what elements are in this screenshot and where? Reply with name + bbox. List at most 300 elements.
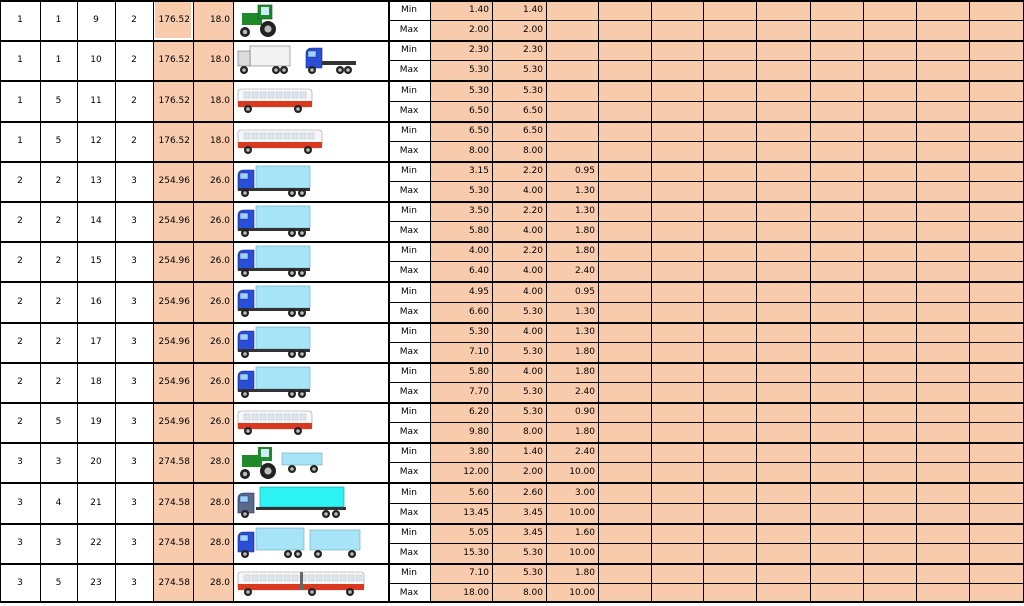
weight-value[interactable]: 254.96 <box>153 402 193 442</box>
empty-cell[interactable] <box>863 563 916 583</box>
empty-cell[interactable] <box>598 0 651 20</box>
max-label[interactable]: Max <box>388 141 430 161</box>
weight-value[interactable]: 274.58 <box>153 442 193 482</box>
max-label[interactable]: Max <box>388 221 430 241</box>
vehicle-id[interactable]: 11 <box>77 80 115 121</box>
axle-count[interactable]: 3 <box>115 402 153 442</box>
min-value-1[interactable]: 5.30 <box>430 80 492 101</box>
empty-cell[interactable] <box>863 422 916 442</box>
empty-cell[interactable] <box>863 141 916 161</box>
min-value-3[interactable]: 1.30 <box>546 322 598 342</box>
empty-cell[interactable] <box>916 563 969 583</box>
empty-cell[interactable] <box>651 181 703 201</box>
empty-cell[interactable] <box>651 40 703 60</box>
empty-cell[interactable] <box>598 523 651 543</box>
axle-count[interactable]: 2 <box>115 121 153 161</box>
empty-cell[interactable] <box>703 422 756 442</box>
max-label[interactable]: Max <box>388 101 430 121</box>
empty-cell[interactable] <box>756 241 810 261</box>
min-value-1[interactable]: 7.10 <box>430 563 492 583</box>
group-col-a[interactable]: 3 <box>0 442 40 482</box>
max-value-3[interactable]: 10.00 <box>546 462 598 482</box>
min-value-3[interactable]: 1.80 <box>546 362 598 382</box>
empty-cell[interactable] <box>969 141 1024 161</box>
empty-cell[interactable] <box>810 161 863 181</box>
group-col-b[interactable]: 2 <box>40 362 77 402</box>
empty-cell[interactable] <box>969 161 1024 181</box>
weight-value[interactable]: 274.58 <box>153 563 193 603</box>
empty-cell[interactable] <box>598 121 651 141</box>
empty-cell[interactable] <box>703 60 756 80</box>
empty-cell[interactable] <box>756 201 810 221</box>
group-col-a[interactable]: 2 <box>0 281 40 322</box>
group-col-a[interactable]: 2 <box>0 402 40 442</box>
empty-cell[interactable] <box>651 503 703 523</box>
max-value-3[interactable]: 1.80 <box>546 342 598 362</box>
empty-cell[interactable] <box>810 422 863 442</box>
empty-cell[interactable] <box>916 20 969 40</box>
min-label[interactable]: Min <box>388 40 430 60</box>
max-value-1[interactable]: 2.00 <box>430 20 492 40</box>
empty-cell[interactable] <box>703 221 756 241</box>
empty-cell[interactable] <box>598 362 651 382</box>
vehicle-id[interactable]: 17 <box>77 322 115 362</box>
max-value-3[interactable]: 1.30 <box>546 181 598 201</box>
empty-cell[interactable] <box>651 563 703 583</box>
empty-cell[interactable] <box>703 80 756 101</box>
max-value-3[interactable] <box>546 101 598 121</box>
empty-cell[interactable] <box>969 543 1024 563</box>
empty-cell[interactable] <box>651 261 703 281</box>
empty-cell[interactable] <box>810 462 863 482</box>
empty-cell[interactable] <box>969 201 1024 221</box>
min-value-3[interactable] <box>546 121 598 141</box>
group-col-b[interactable]: 2 <box>40 281 77 322</box>
empty-cell[interactable] <box>598 503 651 523</box>
empty-cell[interactable] <box>969 60 1024 80</box>
min-label[interactable]: Min <box>388 322 430 342</box>
max-value-1[interactable]: 13.45 <box>430 503 492 523</box>
max-value-2[interactable]: 5.30 <box>492 60 546 80</box>
empty-cell[interactable] <box>756 322 810 342</box>
min-value-3[interactable]: 0.95 <box>546 281 598 302</box>
empty-cell[interactable] <box>703 201 756 221</box>
max-value-2[interactable]: 6.50 <box>492 101 546 121</box>
max-value-3[interactable]: 10.00 <box>546 543 598 563</box>
empty-cell[interactable] <box>969 101 1024 121</box>
empty-cell[interactable] <box>916 221 969 241</box>
min-value-2[interactable]: 2.60 <box>492 482 546 503</box>
tonnage-value[interactable]: 28.0 <box>193 523 233 563</box>
min-value-3[interactable]: 0.90 <box>546 402 598 422</box>
empty-cell[interactable] <box>916 281 969 302</box>
max-value-2[interactable]: 2.00 <box>492 462 546 482</box>
group-col-b[interactable]: 2 <box>40 201 77 241</box>
empty-cell[interactable] <box>598 20 651 40</box>
empty-cell[interactable] <box>756 221 810 241</box>
empty-cell[interactable] <box>598 141 651 161</box>
empty-cell[interactable] <box>703 583 756 603</box>
min-value-2[interactable]: 6.50 <box>492 121 546 141</box>
empty-cell[interactable] <box>651 141 703 161</box>
min-label[interactable]: Min <box>388 523 430 543</box>
empty-cell[interactable] <box>810 221 863 241</box>
empty-cell[interactable] <box>810 0 863 20</box>
empty-cell[interactable] <box>598 161 651 181</box>
empty-cell[interactable] <box>810 302 863 322</box>
min-value-2[interactable]: 1.40 <box>492 0 546 20</box>
group-col-b[interactable]: 5 <box>40 80 77 121</box>
vehicle-id[interactable]: 16 <box>77 281 115 322</box>
max-label[interactable]: Max <box>388 422 430 442</box>
empty-cell[interactable] <box>810 121 863 141</box>
max-value-3[interactable]: 10.00 <box>546 583 598 603</box>
max-value-2[interactable]: 3.45 <box>492 503 546 523</box>
axle-count[interactable]: 3 <box>115 241 153 281</box>
empty-cell[interactable] <box>598 342 651 362</box>
group-col-a[interactable]: 3 <box>0 563 40 603</box>
empty-cell[interactable] <box>651 0 703 20</box>
axle-count[interactable]: 3 <box>115 563 153 603</box>
empty-cell[interactable] <box>969 503 1024 523</box>
empty-cell[interactable] <box>703 382 756 402</box>
max-label[interactable]: Max <box>388 462 430 482</box>
empty-cell[interactable] <box>598 442 651 462</box>
weight-value[interactable]: 176.52 <box>153 121 193 161</box>
group-col-a[interactable]: 2 <box>0 322 40 362</box>
min-label[interactable]: Min <box>388 563 430 583</box>
min-value-3[interactable]: 2.40 <box>546 442 598 462</box>
empty-cell[interactable] <box>598 201 651 221</box>
empty-cell[interactable] <box>598 80 651 101</box>
axle-count[interactable]: 2 <box>115 0 153 40</box>
min-value-2[interactable]: 1.40 <box>492 442 546 462</box>
min-value-2[interactable]: 2.30 <box>492 40 546 60</box>
min-value-2[interactable]: 5.30 <box>492 80 546 101</box>
min-value-2[interactable]: 4.00 <box>492 281 546 302</box>
empty-cell[interactable] <box>969 462 1024 482</box>
empty-cell[interactable] <box>756 261 810 281</box>
weight-value[interactable]: 176.52 <box>153 80 193 121</box>
min-value-1[interactable]: 5.05 <box>430 523 492 543</box>
vehicle-id[interactable]: 19 <box>77 402 115 442</box>
max-value-1[interactable]: 18.00 <box>430 583 492 603</box>
empty-cell[interactable] <box>598 40 651 60</box>
empty-cell[interactable] <box>916 201 969 221</box>
min-label[interactable]: Min <box>388 281 430 302</box>
tonnage-value[interactable]: 26.0 <box>193 362 233 402</box>
empty-cell[interactable] <box>969 583 1024 603</box>
empty-cell[interactable] <box>810 563 863 583</box>
min-value-3[interactable] <box>546 40 598 60</box>
empty-cell[interactable] <box>756 281 810 302</box>
max-label[interactable]: Max <box>388 382 430 402</box>
empty-cell[interactable] <box>810 181 863 201</box>
max-value-3[interactable]: 2.40 <box>546 261 598 281</box>
max-value-2[interactable]: 4.00 <box>492 181 546 201</box>
empty-cell[interactable] <box>969 20 1024 40</box>
min-value-1[interactable]: 3.15 <box>430 161 492 181</box>
group-col-b[interactable]: 3 <box>40 442 77 482</box>
empty-cell[interactable] <box>863 322 916 342</box>
empty-cell[interactable] <box>598 181 651 201</box>
max-value-1[interactable]: 15.30 <box>430 543 492 563</box>
empty-cell[interactable] <box>810 523 863 543</box>
min-label[interactable]: Min <box>388 80 430 101</box>
empty-cell[interactable] <box>756 362 810 382</box>
empty-cell[interactable] <box>598 261 651 281</box>
empty-cell[interactable] <box>651 20 703 40</box>
empty-cell[interactable] <box>703 141 756 161</box>
min-label[interactable]: Min <box>388 442 430 462</box>
empty-cell[interactable] <box>810 362 863 382</box>
empty-cell[interactable] <box>703 503 756 523</box>
empty-cell[interactable] <box>810 342 863 362</box>
empty-cell[interactable] <box>756 523 810 543</box>
max-label[interactable]: Max <box>388 342 430 362</box>
empty-cell[interactable] <box>703 362 756 382</box>
axle-count[interactable]: 3 <box>115 281 153 322</box>
empty-cell[interactable] <box>810 20 863 40</box>
group-col-b[interactable]: 2 <box>40 241 77 281</box>
empty-cell[interactable] <box>756 442 810 462</box>
empty-cell[interactable] <box>756 80 810 101</box>
max-value-1[interactable]: 7.10 <box>430 342 492 362</box>
empty-cell[interactable] <box>598 60 651 80</box>
empty-cell[interactable] <box>969 302 1024 322</box>
group-col-b[interactable]: 4 <box>40 482 77 523</box>
max-value-1[interactable]: 6.60 <box>430 302 492 322</box>
empty-cell[interactable] <box>969 482 1024 503</box>
empty-cell[interactable] <box>916 101 969 121</box>
empty-cell[interactable] <box>863 302 916 322</box>
empty-cell[interactable] <box>916 583 969 603</box>
empty-cell[interactable] <box>651 462 703 482</box>
min-value-2[interactable]: 2.20 <box>492 241 546 261</box>
vehicle-id[interactable]: 13 <box>77 161 115 201</box>
empty-cell[interactable] <box>969 181 1024 201</box>
empty-cell[interactable] <box>969 402 1024 422</box>
empty-cell[interactable] <box>810 201 863 221</box>
group-col-a[interactable]: 1 <box>0 121 40 161</box>
max-value-2[interactable]: 8.00 <box>492 422 546 442</box>
max-value-3[interactable] <box>546 20 598 40</box>
vehicle-id[interactable]: 21 <box>77 482 115 523</box>
empty-cell[interactable] <box>651 121 703 141</box>
empty-cell[interactable] <box>651 60 703 80</box>
empty-cell[interactable] <box>756 0 810 20</box>
empty-cell[interactable] <box>916 161 969 181</box>
empty-cell[interactable] <box>598 462 651 482</box>
tonnage-value[interactable]: 26.0 <box>193 161 233 201</box>
weight-value[interactable]: 254.96 <box>153 362 193 402</box>
empty-cell[interactable] <box>969 0 1024 20</box>
empty-cell[interactable] <box>916 422 969 442</box>
max-value-3[interactable]: 2.40 <box>546 382 598 402</box>
axle-count[interactable]: 3 <box>115 523 153 563</box>
group-col-b[interactable]: 2 <box>40 322 77 362</box>
empty-cell[interactable] <box>756 422 810 442</box>
empty-cell[interactable] <box>916 402 969 422</box>
empty-cell[interactable] <box>651 80 703 101</box>
empty-cell[interactable] <box>703 482 756 503</box>
empty-cell[interactable] <box>703 261 756 281</box>
group-col-b[interactable]: 1 <box>40 0 77 40</box>
empty-cell[interactable] <box>969 281 1024 302</box>
empty-cell[interactable] <box>810 281 863 302</box>
axle-count[interactable]: 3 <box>115 482 153 523</box>
group-col-b[interactable]: 5 <box>40 402 77 442</box>
empty-cell[interactable] <box>863 40 916 60</box>
empty-cell[interactable] <box>863 60 916 80</box>
empty-cell[interactable] <box>969 221 1024 241</box>
min-value-3[interactable]: 0.95 <box>546 161 598 181</box>
empty-cell[interactable] <box>969 342 1024 362</box>
max-value-2[interactable]: 5.30 <box>492 543 546 563</box>
vehicle-id[interactable]: 9 <box>77 0 115 40</box>
max-value-1[interactable]: 8.00 <box>430 141 492 161</box>
empty-cell[interactable] <box>810 442 863 462</box>
empty-cell[interactable] <box>969 362 1024 382</box>
min-value-1[interactable]: 1.40 <box>430 0 492 20</box>
empty-cell[interactable] <box>756 382 810 402</box>
empty-cell[interactable] <box>598 543 651 563</box>
min-value-3[interactable] <box>546 80 598 101</box>
empty-cell[interactable] <box>863 20 916 40</box>
empty-cell[interactable] <box>651 402 703 422</box>
empty-cell[interactable] <box>863 281 916 302</box>
empty-cell[interactable] <box>598 281 651 302</box>
min-label[interactable]: Min <box>388 161 430 181</box>
min-value-1[interactable]: 5.80 <box>430 362 492 382</box>
empty-cell[interactable] <box>756 583 810 603</box>
group-col-a[interactable]: 3 <box>0 523 40 563</box>
empty-cell[interactable] <box>916 40 969 60</box>
tonnage-value[interactable]: 26.0 <box>193 201 233 241</box>
vehicle-id[interactable]: 10 <box>77 40 115 80</box>
min-value-2[interactable]: 5.30 <box>492 402 546 422</box>
empty-cell[interactable] <box>810 40 863 60</box>
min-value-3[interactable]: 1.30 <box>546 201 598 221</box>
weight-value[interactable]: 254.96 <box>153 201 193 241</box>
empty-cell[interactable] <box>969 422 1024 442</box>
empty-cell[interactable] <box>703 161 756 181</box>
group-col-a[interactable]: 1 <box>0 80 40 121</box>
vehicle-id[interactable]: 18 <box>77 362 115 402</box>
group-col-b[interactable]: 5 <box>40 563 77 603</box>
empty-cell[interactable] <box>651 302 703 322</box>
empty-cell[interactable] <box>810 322 863 342</box>
empty-cell[interactable] <box>703 523 756 543</box>
min-value-1[interactable]: 6.50 <box>430 121 492 141</box>
empty-cell[interactable] <box>756 563 810 583</box>
empty-cell[interactable] <box>916 141 969 161</box>
min-label[interactable]: Min <box>388 482 430 503</box>
max-label[interactable]: Max <box>388 60 430 80</box>
vehicle-id[interactable]: 23 <box>77 563 115 603</box>
max-label[interactable]: Max <box>388 583 430 603</box>
empty-cell[interactable] <box>916 181 969 201</box>
group-col-b[interactable]: 2 <box>40 161 77 201</box>
min-value-2[interactable]: 2.20 <box>492 201 546 221</box>
empty-cell[interactable] <box>810 60 863 80</box>
empty-cell[interactable] <box>703 462 756 482</box>
vehicle-id[interactable]: 14 <box>77 201 115 241</box>
empty-cell[interactable] <box>969 523 1024 543</box>
empty-cell[interactable] <box>969 382 1024 402</box>
max-value-2[interactable]: 8.00 <box>492 141 546 161</box>
max-value-2[interactable]: 2.00 <box>492 20 546 40</box>
empty-cell[interactable] <box>651 422 703 442</box>
group-col-b[interactable]: 5 <box>40 121 77 161</box>
axle-count[interactable]: 3 <box>115 161 153 201</box>
empty-cell[interactable] <box>916 543 969 563</box>
vehicle-id[interactable]: 20 <box>77 442 115 482</box>
empty-cell[interactable] <box>916 302 969 322</box>
empty-cell[interactable] <box>756 121 810 141</box>
empty-cell[interactable] <box>810 80 863 101</box>
min-value-2[interactable]: 4.00 <box>492 362 546 382</box>
empty-cell[interactable] <box>756 40 810 60</box>
empty-cell[interactable] <box>863 402 916 422</box>
min-value-1[interactable]: 3.80 <box>430 442 492 462</box>
empty-cell[interactable] <box>810 583 863 603</box>
empty-cell[interactable] <box>756 302 810 322</box>
max-value-3[interactable] <box>546 141 598 161</box>
empty-cell[interactable] <box>916 322 969 342</box>
min-label[interactable]: Min <box>388 0 430 20</box>
empty-cell[interactable] <box>651 101 703 121</box>
min-label[interactable]: Min <box>388 402 430 422</box>
max-value-1[interactable]: 7.70 <box>430 382 492 402</box>
empty-cell[interactable] <box>598 302 651 322</box>
empty-cell[interactable] <box>756 181 810 201</box>
empty-cell[interactable] <box>703 563 756 583</box>
empty-cell[interactable] <box>916 60 969 80</box>
empty-cell[interactable] <box>863 342 916 362</box>
empty-cell[interactable] <box>651 342 703 362</box>
empty-cell[interactable] <box>598 382 651 402</box>
empty-cell[interactable] <box>969 241 1024 261</box>
tonnage-value[interactable]: 28.0 <box>193 442 233 482</box>
empty-cell[interactable] <box>651 221 703 241</box>
axle-count[interactable]: 3 <box>115 442 153 482</box>
empty-cell[interactable] <box>756 482 810 503</box>
empty-cell[interactable] <box>863 503 916 523</box>
empty-cell[interactable] <box>863 181 916 201</box>
empty-cell[interactable] <box>598 101 651 121</box>
empty-cell[interactable] <box>651 442 703 462</box>
min-value-3[interactable]: 1.80 <box>546 241 598 261</box>
min-label[interactable]: Min <box>388 201 430 221</box>
empty-cell[interactable] <box>598 583 651 603</box>
tonnage-value[interactable]: 18.0 <box>193 40 233 80</box>
empty-cell[interactable] <box>969 322 1024 342</box>
empty-cell[interactable] <box>810 382 863 402</box>
empty-cell[interactable] <box>651 382 703 402</box>
empty-cell[interactable] <box>703 101 756 121</box>
empty-cell[interactable] <box>651 161 703 181</box>
empty-cell[interactable] <box>810 261 863 281</box>
empty-cell[interactable] <box>916 503 969 523</box>
tonnage-value[interactable]: 26.0 <box>193 241 233 281</box>
empty-cell[interactable] <box>756 60 810 80</box>
empty-cell[interactable] <box>756 342 810 362</box>
empty-cell[interactable] <box>756 161 810 181</box>
empty-cell[interactable] <box>863 543 916 563</box>
min-value-1[interactable]: 5.60 <box>430 482 492 503</box>
empty-cell[interactable] <box>916 342 969 362</box>
